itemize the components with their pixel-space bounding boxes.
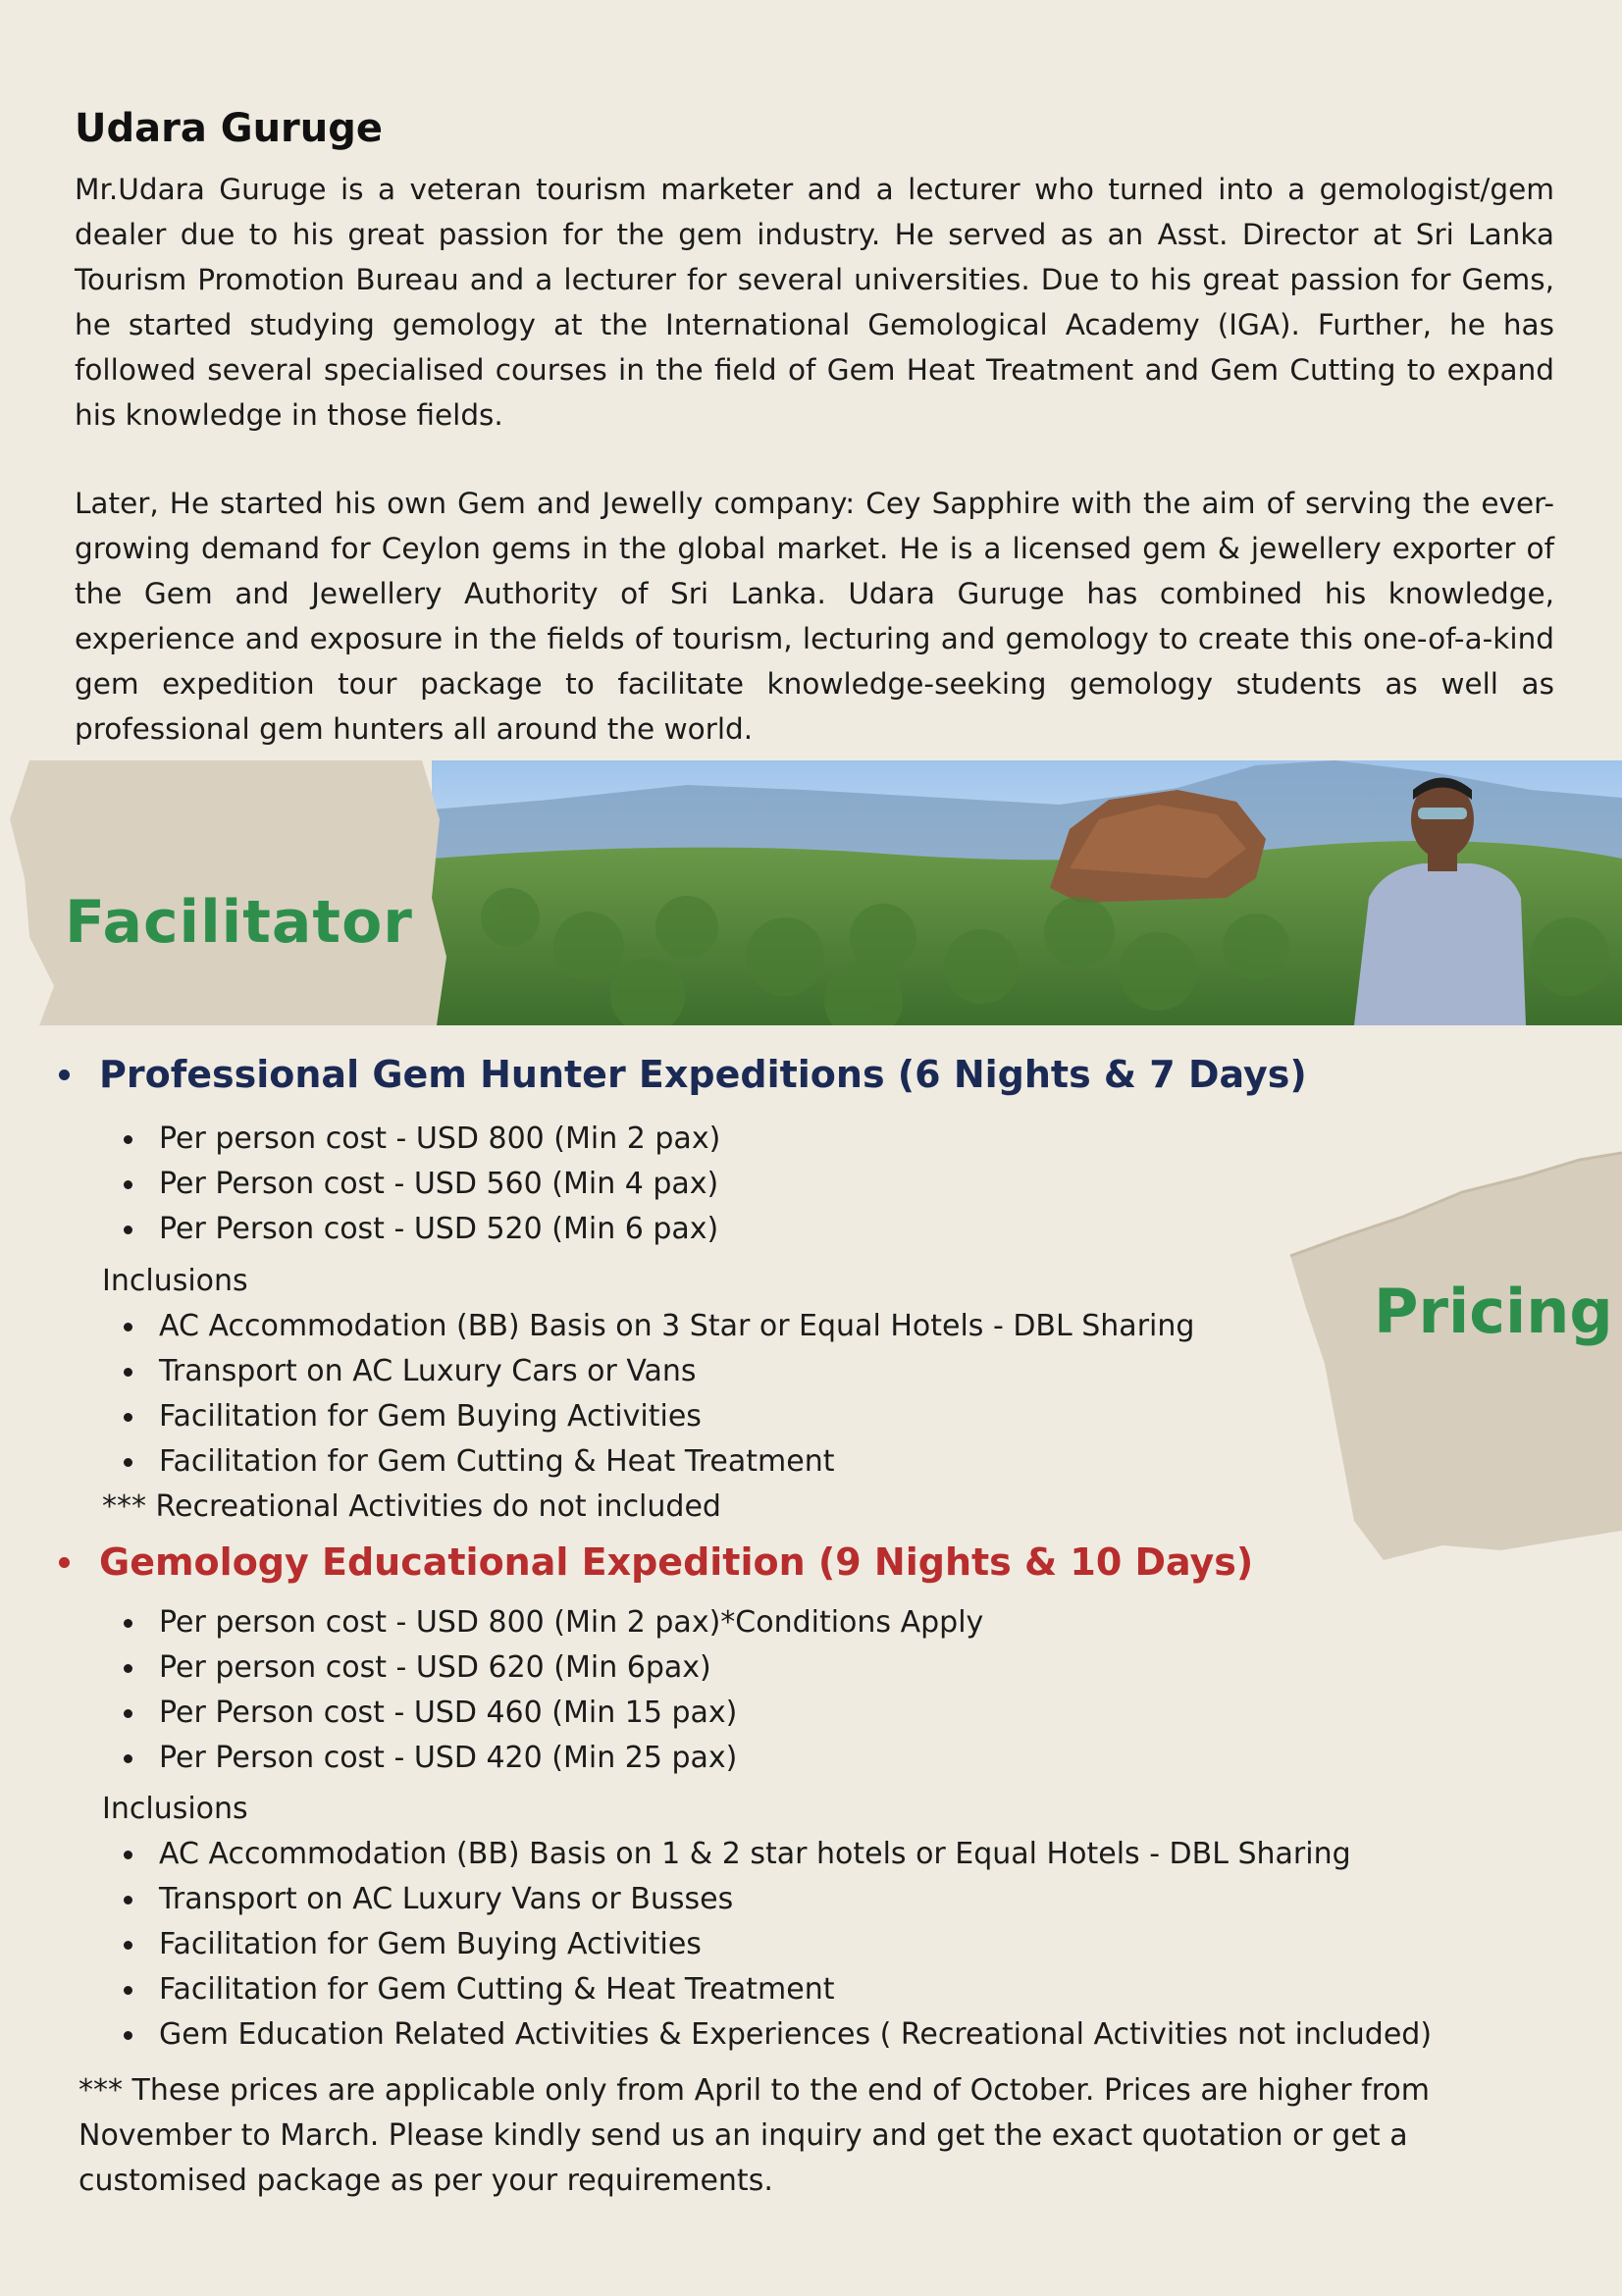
list-item: Facilitation for Gem Cutting & Heat Treatment xyxy=(118,1967,1432,2012)
list-item: Transport on AC Luxury Vans or Busses xyxy=(118,1877,1432,1922)
exclusion-note: *** Recreational Activities do not included xyxy=(102,1489,721,1524)
pricing-paper-note xyxy=(1285,1148,1622,1560)
list-item: AC Accommodation (BB) Basis on 1 & 2 star hotels or Equal Hotels - DBL Sharing xyxy=(118,1832,1432,1877)
bio-paragraph: Later, He started his own Gem and Jewelly company: Cey Sapphire with the aim of serving the ever-growing demand for Ceylon gems in the global market. He is a licensed gem & jewellery exporter of the Gem and Jewellery Authority of Sri Lanka. Udara Guruge has combined his knowledge, experience and exposure in the fields of tourism, lecturing and gemology to create this one-of-a-kind gem expedition tour package to facilitate knowledge-seeking gemology students as well as professional gem hunters all around the world. xyxy=(75,487,1554,746)
inclusions-label: Inclusions xyxy=(102,1792,248,1826)
professional-expedition-heading xyxy=(59,1053,1307,1096)
professional-costs-list xyxy=(118,1117,720,1252)
educational-inclusions-list xyxy=(118,1832,1432,2058)
list-item: Facilitation for Gem Buying Activities xyxy=(118,1922,1432,1967)
list-item: Per Person cost - USD 560 (Min 4 pax) xyxy=(118,1162,720,1207)
educational-expedition-title: Gemology Educational Expedition (9 Nights & 10 Days) xyxy=(99,1540,1254,1584)
list-item: Transport on AC Luxury Cars or Vans xyxy=(118,1349,1194,1394)
professional-expedition-title: Professional Gem Hunter Expeditions (6 Nights & 7 Days) xyxy=(99,1053,1307,1096)
list-item: Facilitation for Gem Cutting & Heat Treatment xyxy=(118,1439,1194,1485)
pricing-label: Pricing xyxy=(1374,1276,1613,1347)
bullet-icon xyxy=(59,1070,70,1080)
list-item: Per person cost - USD 620 (Min 6pax) xyxy=(118,1645,983,1691)
facilitator-label: Facilitator xyxy=(65,888,413,957)
list-item: Per person cost - USD 800 (Min 2 pax) xyxy=(118,1117,720,1162)
list-item: Gem Education Related Activities & Experiences ( Recreational Activities not included) xyxy=(118,2012,1432,2058)
pricing-footnote: *** These prices are applicable only from April to the end of October. Prices are higher from November to March. Please kindly send us an inquiry and get the exact quotation or get a customised package as per your requirements. xyxy=(78,2073,1430,2198)
professional-inclusions-list xyxy=(118,1304,1194,1485)
list-item: Per Person cost - USD 460 (Min 15 pax) xyxy=(118,1691,983,1736)
educational-costs-list xyxy=(118,1600,983,1781)
facilitator-name: Udara Guruge xyxy=(75,106,384,151)
bullet-icon xyxy=(59,1557,70,1568)
bio-paragraph: Mr.Udara Guruge is a veteran tourism marketer and a lecturer who turned into a gemologist/gem dealer due to his great passion for the gem industry. He served as an Asst. Director at Sri Lanka Tourism Promotion Bureau and a lecturer for several universities. Due to his great passion for Gems, he started studying gemology at the International Gemological Academy (IGA). Further, he has followed several specialised courses in the field of Gem Heat Treatment and Gem Cutting to expand his knowledge in those fields. xyxy=(75,173,1554,432)
list-item: Facilitation for Gem Buying Activities xyxy=(118,1394,1194,1439)
inclusions-label: Inclusions xyxy=(102,1264,248,1298)
list-item: Per Person cost - USD 420 (Min 25 pax) xyxy=(118,1736,983,1781)
list-item: AC Accommodation (BB) Basis on 3 Star or Equal Hotels - DBL Sharing xyxy=(118,1304,1194,1349)
educational-expedition-heading xyxy=(59,1540,1253,1584)
list-item: Per person cost - USD 800 (Min 2 pax)*Conditions Apply xyxy=(118,1600,983,1645)
list-item: Per Person cost - USD 520 (Min 6 pax) xyxy=(118,1207,720,1252)
